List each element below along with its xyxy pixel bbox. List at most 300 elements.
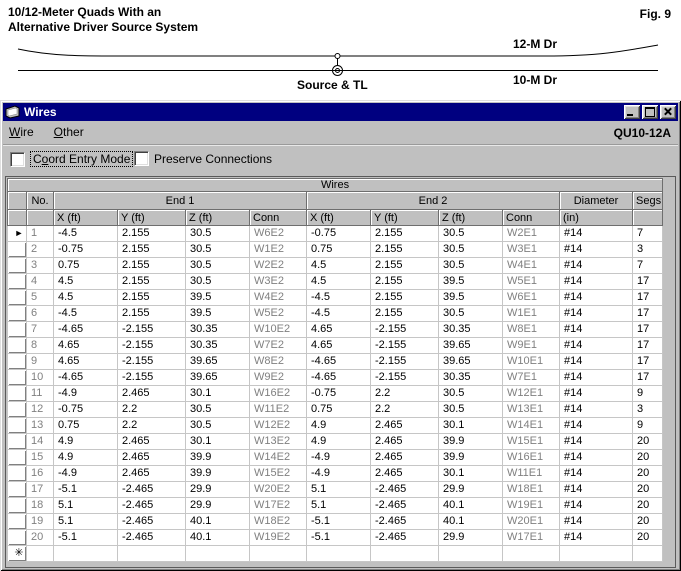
cell-dia[interactable]: #14 <box>560 290 633 306</box>
cell-e2y[interactable]: -2.465 <box>371 530 439 546</box>
cell-e2x[interactable]: 0.75 <box>307 402 371 418</box>
close-button[interactable] <box>660 105 676 119</box>
cell-e2z[interactable]: 40.1 <box>439 498 503 514</box>
col-header-end1-x[interactable]: X (ft) <box>54 210 118 226</box>
preserve-connections-checkbox[interactable] <box>134 151 272 166</box>
cell-no[interactable]: 7 <box>27 322 54 338</box>
wires-window <box>0 100 681 571</box>
cell-e2z[interactable]: 39.5 <box>439 274 503 290</box>
cell-dia[interactable]: #14 <box>560 466 633 482</box>
cell-no[interactable]: 4 <box>27 274 54 290</box>
wire-row <box>8 498 663 514</box>
cell-e2z[interactable]: 30.35 <box>439 322 503 338</box>
cell-e1z[interactable]: 29.9 <box>186 498 250 514</box>
col-header-no[interactable]: No. <box>27 192 54 210</box>
cell-dia[interactable]: #14 <box>560 258 633 274</box>
row-selector[interactable] <box>8 354 27 370</box>
cell-e2x[interactable]: -4.9 <box>307 450 371 466</box>
cell-e1z[interactable]: 39.9 <box>186 450 250 466</box>
cell-segs[interactable]: 9 <box>633 418 663 434</box>
minimize-button[interactable] <box>624 105 640 119</box>
cell-e1z[interactable]: 39.5 <box>186 306 250 322</box>
cell-no[interactable]: 9 <box>27 354 54 370</box>
cell-e1z[interactable]: 30.35 <box>186 338 250 354</box>
cell-e2z[interactable]: 39.65 <box>439 338 503 354</box>
cell-e1y[interactable]: 2.155 <box>118 274 186 290</box>
cell-empty-e2y[interactable] <box>371 546 439 562</box>
cell-e2y[interactable]: -2.465 <box>371 498 439 514</box>
grid-group-header-row <box>8 192 663 210</box>
maximize-button[interactable] <box>642 105 658 119</box>
cell-no[interactable]: 14 <box>27 434 54 450</box>
cell-e2y[interactable]: 2.155 <box>371 258 439 274</box>
cell-e2conn[interactable]: W4E1 <box>503 258 560 274</box>
cell-dia[interactable]: #14 <box>560 402 633 418</box>
cell-e1conn[interactable]: W16E2 <box>250 386 307 402</box>
cell-segs[interactable]: 20 <box>633 450 663 466</box>
grid-caption: Wires <box>8 179 663 192</box>
cell-e2z[interactable]: 30.1 <box>439 418 503 434</box>
cell-e1y[interactable]: -2.465 <box>118 482 186 498</box>
cell-e1x[interactable]: 4.5 <box>54 290 118 306</box>
cell-no[interactable]: 15 <box>27 450 54 466</box>
cell-empty-e1z[interactable] <box>186 546 250 562</box>
cell-e2conn[interactable]: W18E1 <box>503 482 560 498</box>
cell-e2x[interactable]: -0.75 <box>307 226 371 242</box>
cell-e2z[interactable]: 30.5 <box>439 306 503 322</box>
cell-e2conn[interactable]: W1E1 <box>503 306 560 322</box>
cell-e1x[interactable]: -5.1 <box>54 482 118 498</box>
cell-e1y[interactable]: 2.465 <box>118 434 186 450</box>
cell-e1y[interactable]: 2.155 <box>118 242 186 258</box>
cell-e1conn[interactable]: W17E2 <box>250 498 307 514</box>
cell-segs[interactable]: 9 <box>633 386 663 402</box>
cell-e1x[interactable]: 5.1 <box>54 514 118 530</box>
menu-other[interactable]: Other <box>53 124 84 139</box>
cell-segs[interactable]: 7 <box>633 258 663 274</box>
cell-e1y[interactable]: 2.465 <box>118 450 186 466</box>
cell-e1z[interactable]: 30.5 <box>186 258 250 274</box>
grid-caption-row <box>8 179 663 192</box>
row-selector[interactable] <box>8 338 27 354</box>
cell-e2y[interactable]: -2.465 <box>371 482 439 498</box>
col-header-end1-z[interactable]: Z (ft) <box>186 210 250 226</box>
cell-e2z[interactable]: 30.5 <box>439 386 503 402</box>
cell-no[interactable]: 12 <box>27 402 54 418</box>
cell-e2z[interactable]: 39.9 <box>439 434 503 450</box>
wires-window-icon <box>5 105 21 119</box>
cell-e1x[interactable]: 4.65 <box>54 338 118 354</box>
cell-no[interactable]: 11 <box>27 386 54 402</box>
cell-e1z[interactable]: 30.5 <box>186 242 250 258</box>
cell-segs[interactable]: 17 <box>633 306 663 322</box>
cell-e2conn[interactable]: W16E1 <box>503 450 560 466</box>
cell-e1x[interactable]: 0.75 <box>54 418 118 434</box>
cell-e2conn[interactable]: W7E1 <box>503 370 560 386</box>
cell-e2y[interactable]: -2.155 <box>371 370 439 386</box>
row-selector[interactable] <box>8 466 27 482</box>
row-selector[interactable] <box>8 274 27 290</box>
cell-e1x[interactable]: -4.5 <box>54 226 118 242</box>
cell-e1y[interactable]: 2.155 <box>118 226 186 242</box>
cell-e2x[interactable]: -4.9 <box>307 466 371 482</box>
cell-e2y[interactable]: -2.465 <box>371 514 439 530</box>
cell-no[interactable]: 3 <box>27 258 54 274</box>
cell-e1conn[interactable]: W15E2 <box>250 466 307 482</box>
cell-e2conn[interactable]: W10E1 <box>503 354 560 370</box>
cell-dia[interactable]: #14 <box>560 434 633 450</box>
cell-no[interactable]: 5 <box>27 290 54 306</box>
cell-empty-no[interactable] <box>27 546 54 562</box>
cell-segs[interactable]: 20 <box>633 498 663 514</box>
cell-segs[interactable]: 20 <box>633 434 663 450</box>
cell-segs[interactable]: 17 <box>633 370 663 386</box>
cell-e2y[interactable]: -2.155 <box>371 322 439 338</box>
cell-e1z[interactable]: 30.5 <box>186 274 250 290</box>
row-selector[interactable] <box>8 434 27 450</box>
row-selector[interactable] <box>8 482 27 498</box>
menu-separator <box>3 144 678 146</box>
cell-e2y[interactable]: 2.465 <box>371 466 439 482</box>
cell-e1conn[interactable]: W11E2 <box>250 402 307 418</box>
cell-e2y[interactable]: 2.2 <box>371 386 439 402</box>
cell-e1x[interactable]: -0.75 <box>54 242 118 258</box>
cell-e1z[interactable]: 39.9 <box>186 466 250 482</box>
cell-e1x[interactable]: 0.75 <box>54 258 118 274</box>
cell-e2conn[interactable]: W17E1 <box>503 530 560 546</box>
cell-e1y[interactable]: 2.155 <box>118 290 186 306</box>
cell-e2x[interactable]: -4.65 <box>307 354 371 370</box>
menu-wire[interactable]: Wire <box>9 124 34 139</box>
cell-e2x[interactable]: -0.75 <box>307 386 371 402</box>
col-header-end2-z[interactable]: Z (ft) <box>439 210 503 226</box>
cell-e1conn[interactable]: W9E2 <box>250 370 307 386</box>
wire-row <box>8 434 663 450</box>
wire-connection-node-icon <box>335 54 340 59</box>
cell-e1x[interactable]: -4.9 <box>54 386 118 402</box>
cell-e2z[interactable]: 30.1 <box>439 466 503 482</box>
cell-e1x[interactable]: 5.1 <box>54 498 118 514</box>
col-header-end1-y[interactable]: Y (ft) <box>118 210 186 226</box>
cell-e1conn[interactable]: W18E2 <box>250 514 307 530</box>
cell-segs[interactable]: 20 <box>633 482 663 498</box>
cell-e1z[interactable]: 30.1 <box>186 434 250 450</box>
cell-empty-dia[interactable] <box>560 546 633 562</box>
cell-e2z[interactable]: 30.5 <box>439 258 503 274</box>
cell-dia[interactable]: #14 <box>560 274 633 290</box>
wire-row <box>8 338 663 354</box>
selector-column-header <box>8 210 27 226</box>
cell-e1conn[interactable]: W1E2 <box>250 242 307 258</box>
cell-e1y[interactable]: -2.465 <box>118 498 186 514</box>
row-selector[interactable] <box>8 514 27 530</box>
cell-e1z[interactable]: 40.1 <box>186 514 250 530</box>
row-selector[interactable] <box>8 450 27 466</box>
wire-row <box>8 386 663 402</box>
preserve-connections-label: Preserve Connections <box>154 151 273 166</box>
cell-empty-e1x[interactable] <box>54 546 118 562</box>
cell-e2z[interactable]: 29.9 <box>439 530 503 546</box>
cell-e1z[interactable]: 30.5 <box>186 402 250 418</box>
cell-e2conn[interactable]: W19E1 <box>503 498 560 514</box>
cell-empty-e2z[interactable] <box>439 546 503 562</box>
cell-e2y[interactable]: 2.465 <box>371 450 439 466</box>
col-header-end2[interactable]: End 2 <box>307 192 560 210</box>
cell-no[interactable]: 6 <box>27 306 54 322</box>
col-header-diameter-unit[interactable]: (in) <box>560 210 633 226</box>
cell-e2conn[interactable]: W6E1 <box>503 290 560 306</box>
cell-e2y[interactable]: 2.155 <box>371 306 439 322</box>
cell-e1z[interactable]: 30.35 <box>186 322 250 338</box>
cell-e2z[interactable]: 39.65 <box>439 354 503 370</box>
cell-e2conn[interactable]: W15E1 <box>503 434 560 450</box>
cell-e2y[interactable]: 2.155 <box>371 226 439 242</box>
cell-no[interactable]: 1 <box>27 226 54 242</box>
row-selector[interactable] <box>8 290 27 306</box>
cell-empty-e2conn[interactable] <box>503 546 560 562</box>
cell-e2z[interactable]: 30.5 <box>439 242 503 258</box>
wire-row <box>8 402 663 418</box>
cell-no[interactable]: 2 <box>27 242 54 258</box>
cell-dia[interactable]: #14 <box>560 370 633 386</box>
cell-segs[interactable]: 17 <box>633 338 663 354</box>
cell-e2conn[interactable]: W20E1 <box>503 514 560 530</box>
cell-e1y[interactable]: 2.2 <box>118 402 186 418</box>
cell-e1y[interactable]: -2.465 <box>118 530 186 546</box>
cell-e1x[interactable]: 4.9 <box>54 450 118 466</box>
cell-e2conn[interactable]: W2E1 <box>503 226 560 242</box>
cell-no[interactable]: 19 <box>27 514 54 530</box>
cell-no[interactable]: 18 <box>27 498 54 514</box>
cell-segs[interactable]: 20 <box>633 514 663 530</box>
row-selector[interactable] <box>8 386 27 402</box>
wire-row <box>8 466 663 482</box>
cell-segs[interactable]: 20 <box>633 466 663 482</box>
col-header-diameter[interactable]: Diameter <box>560 192 633 210</box>
cell-e1conn[interactable]: W4E2 <box>250 290 307 306</box>
col-header-segs[interactable]: Segs <box>633 192 663 210</box>
cell-e1x[interactable]: 4.65 <box>54 354 118 370</box>
cell-dia[interactable]: #14 <box>560 322 633 338</box>
row-selector[interactable] <box>8 370 27 386</box>
col-header-end2-y[interactable]: Y (ft) <box>371 210 439 226</box>
cell-e2conn[interactable]: W5E1 <box>503 274 560 290</box>
cell-e2y[interactable]: -2.155 <box>371 338 439 354</box>
cell-e2x[interactable]: 4.9 <box>307 418 371 434</box>
cell-e1x[interactable]: -4.65 <box>54 322 118 338</box>
wire-row <box>8 450 663 466</box>
cell-e1conn[interactable]: W14E2 <box>250 450 307 466</box>
maximize-icon <box>645 107 655 117</box>
cell-e1z[interactable]: 39.5 <box>186 290 250 306</box>
cell-segs[interactable]: 17 <box>633 274 663 290</box>
cell-e2conn[interactable]: W9E1 <box>503 338 560 354</box>
cell-e1conn[interactable]: W19E2 <box>250 530 307 546</box>
wires-grid-panel <box>5 176 676 568</box>
cell-dia[interactable]: #14 <box>560 530 633 546</box>
cell-e2x[interactable]: 4.65 <box>307 338 371 354</box>
cell-dia[interactable]: #14 <box>560 498 633 514</box>
cell-segs[interactable]: 7 <box>633 226 663 242</box>
wire-row <box>8 242 663 258</box>
cell-e2x[interactable]: -4.65 <box>307 370 371 386</box>
cell-segs[interactable]: 17 <box>633 290 663 306</box>
cell-e1conn[interactable]: W12E2 <box>250 418 307 434</box>
row-selector[interactable] <box>8 322 27 338</box>
cell-e1y[interactable]: -2.465 <box>118 514 186 530</box>
cell-e1conn[interactable]: W5E2 <box>250 306 307 322</box>
cell-e2conn[interactable]: W11E1 <box>503 466 560 482</box>
cell-e2y[interactable]: 2.465 <box>371 418 439 434</box>
cell-e2x[interactable]: 4.9 <box>307 434 371 450</box>
wire-row <box>8 274 663 290</box>
cell-e2x[interactable]: 5.1 <box>307 482 371 498</box>
cell-e1conn[interactable]: W20E2 <box>250 482 307 498</box>
cell-dia[interactable]: #14 <box>560 242 633 258</box>
cell-e2x[interactable]: 4.65 <box>307 322 371 338</box>
cell-e1z[interactable]: 39.65 <box>186 370 250 386</box>
cell-e1x[interactable]: -4.5 <box>54 306 118 322</box>
row-selector[interactable] <box>8 498 27 514</box>
row-selector[interactable] <box>8 418 27 434</box>
cell-segs[interactable]: 17 <box>633 322 663 338</box>
cell-dia[interactable]: #14 <box>560 354 633 370</box>
cell-e1z[interactable]: 29.9 <box>186 482 250 498</box>
cell-empty-e1y[interactable] <box>118 546 186 562</box>
cell-e1conn[interactable]: W13E2 <box>250 434 307 450</box>
cell-no[interactable]: 13 <box>27 418 54 434</box>
cell-e1x[interactable]: 4.5 <box>54 274 118 290</box>
cell-e1conn[interactable]: W6E2 <box>250 226 307 242</box>
wire-row <box>8 514 663 530</box>
cell-e2conn[interactable]: W3E1 <box>503 242 560 258</box>
wire-row <box>8 226 663 242</box>
cell-e1z[interactable]: 30.5 <box>186 418 250 434</box>
checkbox-box-icon <box>10 152 25 167</box>
cell-e1y[interactable]: 2.465 <box>118 466 186 482</box>
cell-e1x[interactable]: -5.1 <box>54 530 118 546</box>
cell-e2x[interactable]: 4.5 <box>307 258 371 274</box>
cell-e2z[interactable]: 30.5 <box>439 402 503 418</box>
cell-dia[interactable]: #14 <box>560 450 633 466</box>
cell-e2y[interactable]: 2.155 <box>371 242 439 258</box>
cell-dia[interactable]: #14 <box>560 338 633 354</box>
cell-dia[interactable]: #14 <box>560 226 633 242</box>
label-12m-driver: 12-M Dr <box>513 37 558 51</box>
cell-e2x[interactable]: -5.1 <box>307 514 371 530</box>
col-header-end2-x[interactable]: X (ft) <box>307 210 371 226</box>
cell-e2x[interactable]: 0.75 <box>307 242 371 258</box>
cell-e2conn[interactable]: W14E1 <box>503 418 560 434</box>
cell-segs[interactable]: 17 <box>633 354 663 370</box>
cell-e1x[interactable]: 4.9 <box>54 434 118 450</box>
cell-e2x[interactable]: 5.1 <box>307 498 371 514</box>
col-header-end1-conn[interactable]: Conn <box>250 210 307 226</box>
cell-e2z[interactable]: 39.9 <box>439 450 503 466</box>
titlebar[interactable] <box>3 103 678 121</box>
cell-e2y[interactable]: 2.465 <box>371 434 439 450</box>
cell-e1conn[interactable]: W7E2 <box>250 338 307 354</box>
cell-e2x[interactable]: -4.5 <box>307 290 371 306</box>
col-header-segs-blank <box>633 210 663 226</box>
cell-e1conn[interactable]: W8E2 <box>250 354 307 370</box>
row-selector[interactable] <box>8 306 27 322</box>
cell-e1x[interactable]: -0.75 <box>54 402 118 418</box>
cell-e2x[interactable]: 4.5 <box>307 274 371 290</box>
cell-no[interactable]: 10 <box>27 370 54 386</box>
cell-e1y[interactable]: -2.155 <box>118 370 186 386</box>
cell-e2z[interactable]: 30.35 <box>439 370 503 386</box>
row-selector[interactable] <box>8 258 27 274</box>
cell-e2z[interactable]: 40.1 <box>439 514 503 530</box>
cell-e1x[interactable]: -4.9 <box>54 466 118 482</box>
cell-e1conn[interactable]: W3E2 <box>250 274 307 290</box>
cell-e1x[interactable]: -4.65 <box>54 370 118 386</box>
cell-e1conn[interactable]: W10E2 <box>250 322 307 338</box>
cell-empty-e2x[interactable] <box>307 546 371 562</box>
cell-no[interactable]: 8 <box>27 338 54 354</box>
cell-e1y[interactable]: 2.155 <box>118 306 186 322</box>
cell-e2x[interactable]: -4.5 <box>307 306 371 322</box>
row-selector[interactable] <box>8 402 27 418</box>
cell-e2z[interactable]: 39.5 <box>439 290 503 306</box>
row-selector[interactable] <box>8 242 27 258</box>
cell-e2conn[interactable]: W13E1 <box>503 402 560 418</box>
cell-e1y[interactable]: 2.465 <box>118 386 186 402</box>
cell-e2z[interactable]: 30.5 <box>439 226 503 242</box>
cell-e2y[interactable]: 2.155 <box>371 290 439 306</box>
cell-no[interactable]: 16 <box>27 466 54 482</box>
cell-e1y[interactable]: 2.2 <box>118 418 186 434</box>
cell-e2y[interactable]: -2.155 <box>371 354 439 370</box>
col-header-end2-conn[interactable]: Conn <box>503 210 560 226</box>
cell-dia[interactable]: #14 <box>560 482 633 498</box>
checkbox-box-icon <box>134 151 149 166</box>
cell-dia[interactable]: #14 <box>560 418 633 434</box>
cell-empty-e1conn[interactable] <box>250 546 307 562</box>
cell-e1y[interactable]: 2.155 <box>118 258 186 274</box>
cell-e1z[interactable]: 39.65 <box>186 354 250 370</box>
cell-e2y[interactable]: 2.2 <box>371 402 439 418</box>
cell-e1y[interactable]: -2.155 <box>118 338 186 354</box>
cell-e2conn[interactable]: W8E1 <box>503 322 560 338</box>
cell-no[interactable]: 20 <box>27 530 54 546</box>
cell-empty-segs[interactable] <box>633 546 663 562</box>
cell-e2z[interactable]: 29.9 <box>439 482 503 498</box>
cell-segs[interactable]: 3 <box>633 242 663 258</box>
cell-e1y[interactable]: -2.155 <box>118 354 186 370</box>
coord-entry-mode-checkbox[interactable] <box>10 151 133 167</box>
row-selector[interactable] <box>8 530 27 546</box>
cell-e1z[interactable]: 30.5 <box>186 226 250 242</box>
cell-segs[interactable]: 3 <box>633 402 663 418</box>
cell-e1z[interactable]: 40.1 <box>186 530 250 546</box>
current-row-indicator[interactable]: ► <box>8 226 27 242</box>
col-header-end1[interactable]: End 1 <box>54 192 307 210</box>
cell-e1z[interactable]: 30.1 <box>186 386 250 402</box>
cell-dia[interactable]: #14 <box>560 386 633 402</box>
cell-segs[interactable]: 20 <box>633 530 663 546</box>
cell-e2y[interactable]: 2.155 <box>371 274 439 290</box>
cell-dia[interactable]: #14 <box>560 306 633 322</box>
cell-e2conn[interactable]: W12E1 <box>503 386 560 402</box>
cell-no[interactable]: 17 <box>27 482 54 498</box>
cell-e1y[interactable]: -2.155 <box>118 322 186 338</box>
cell-dia[interactable]: #14 <box>560 514 633 530</box>
cell-e2x[interactable]: -5.1 <box>307 530 371 546</box>
new-row-selector[interactable]: ✳ <box>8 546 27 562</box>
cell-e1conn[interactable]: W2E2 <box>250 258 307 274</box>
